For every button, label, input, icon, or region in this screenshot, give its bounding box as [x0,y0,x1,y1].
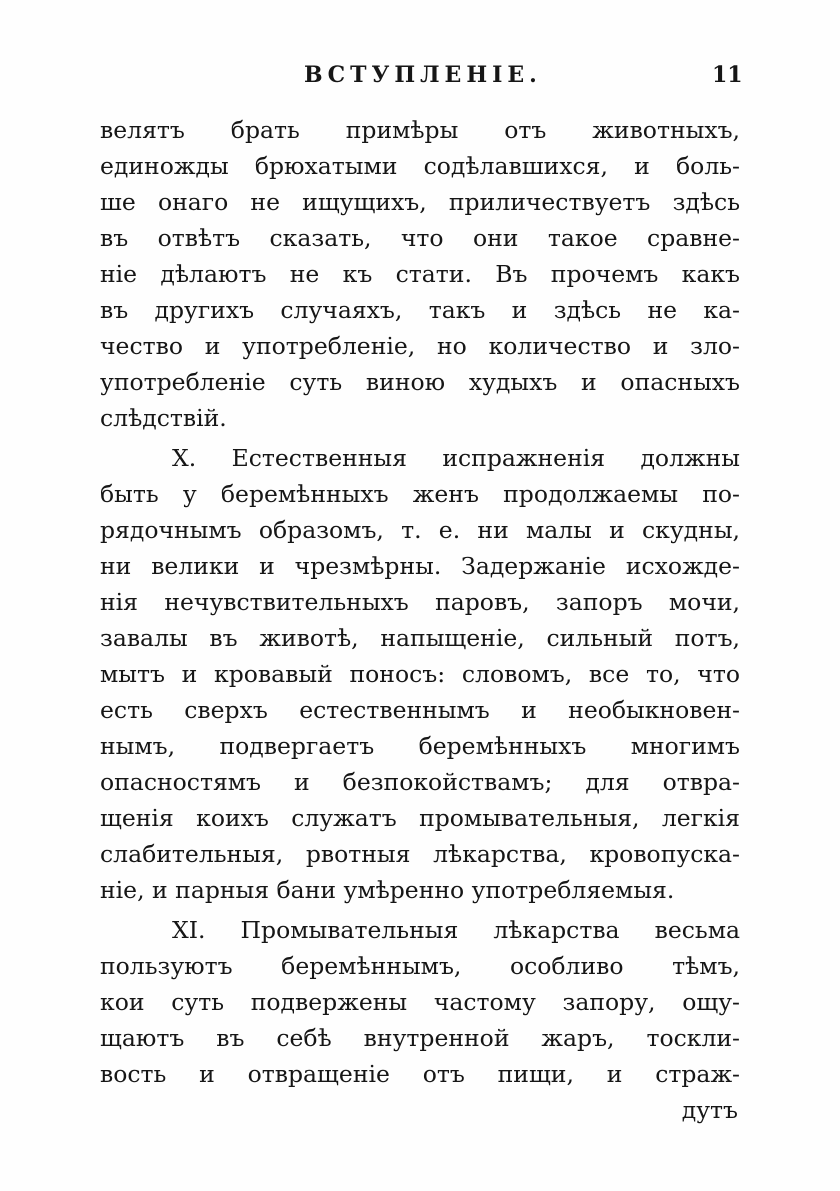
text-line: единожды брюхатыми содѣлавшихся, и боль- [100,152,740,180]
page-number: 11 [712,62,743,88]
text-line: завалы въ животѣ, напыщенiе, сильный потъ, [100,624,740,652]
running-title: ВСТУПЛЕНIЕ. [304,62,542,88]
text-line: нiя нечувствительныхъ паровъ, запоръ мочи, [100,588,740,616]
text-line: есть сверхъ естественнымъ и необыкновен- [100,696,740,724]
text-line: употребленiе суть виною худыхъ и опасныхъ [100,368,740,396]
text-line: велятъ брать примѣры отъ животныхъ, [100,116,740,144]
paragraph-section-xi [100,912,740,1092]
text-line: X. Естественныя испражненiя должны [172,444,740,472]
text-line: опасностямъ и безпокойствамъ; для отвра- [100,768,740,796]
text-line: чество и употребленiе, но количество и зло- [100,332,740,360]
text-line: въ отвѣтъ сказать, что они такое сравне- [100,224,740,252]
text-line: нiе, и парныя бани умѣренно употребляемыя. [100,876,675,904]
text-line: щенiя коихъ служатъ промывательныя, легкiя [100,804,740,832]
text-line: нiе дѣлаютъ не къ стати. Въ прочемъ какъ [100,260,740,288]
paragraph-section-x [100,440,740,908]
paragraph-1 [100,112,740,436]
text-line: нымъ, подвергаетъ беремѣнныхъ многимъ [100,732,740,760]
text-line: слѣдствiй. [100,404,227,432]
text-line: слабительныя, рвотныя лѣкарства, кровопуска- [100,840,740,868]
text-line: XI. Промывательныя лѣкарства весьма [172,916,740,944]
text-line: пользуютъ беремѣннымъ, особливо тѣмъ, [100,952,740,980]
text-line: ше онаго не ищущихъ, приличествуетъ здѣсь [100,188,740,216]
text-line: ни велики и чрезмѣрны. Задержанiе исхожде- [100,552,740,580]
body-text [100,112,740,1128]
text-line: мытъ и кровавый поносъ: словомъ, все то, что [100,660,740,688]
text-line: щаютъ въ себѣ внутренной жаръ, тоскли- [100,1024,740,1052]
text-line: кои суть подвержены частому запору, ощу- [100,988,740,1016]
text-line: рядочнымъ образомъ, т. е. ни малы и скудны, [100,516,740,544]
page-header [0,62,840,96]
text-line: вость и отвращенiе отъ пищи, и страж- [100,1060,740,1088]
text-line: въ другихъ случаяхъ, такъ и здѣсь не ка- [100,296,740,324]
catchword: дутъ [681,1096,738,1124]
text-line: быть у беремѣнныхъ женъ продолжаемы по- [100,480,740,508]
